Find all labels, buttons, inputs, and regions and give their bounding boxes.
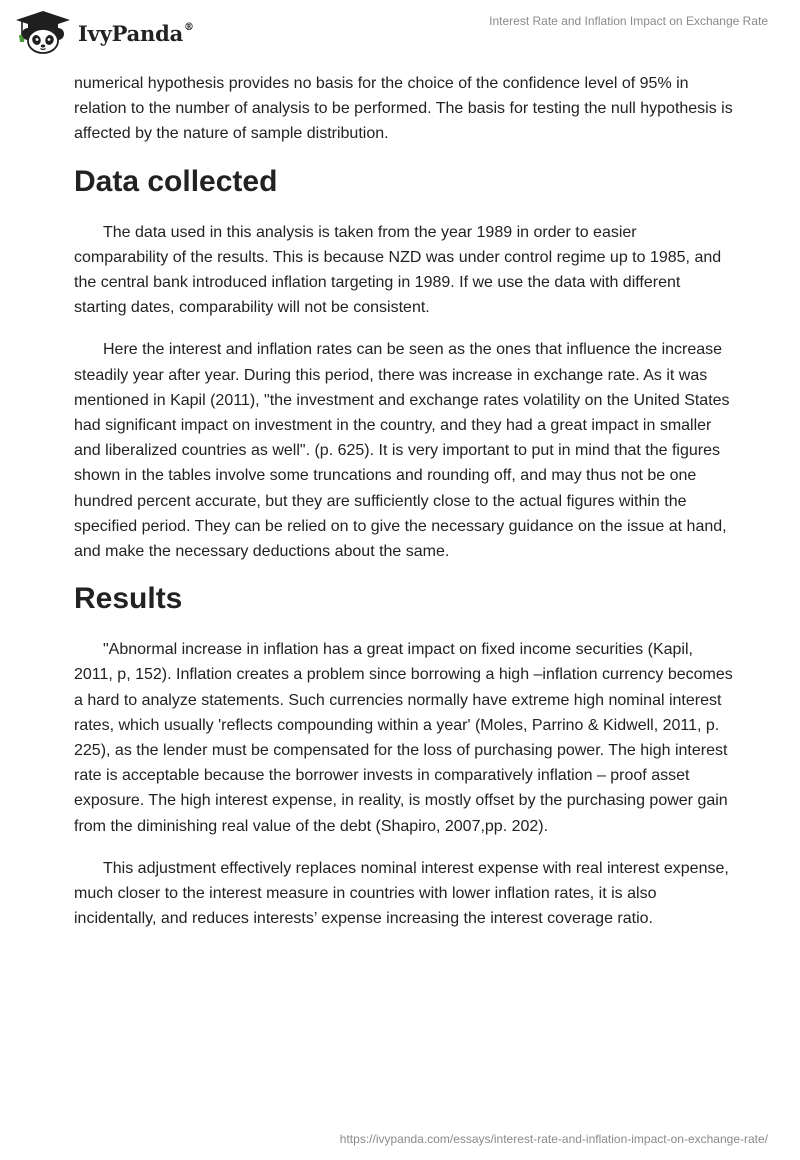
intro-paragraph: numerical hypothesis provides no basis for the choice of the confidence level of 95% in relation to the number of analysis to be performed. The basis for testing the null hypothesis is affected by the nature of sample distribution. <box>74 75 733 143</box>
trademark-symbol: ® <box>184 21 194 33</box>
paragraph: This adjustment effectively replaces nominal interest expense with real interest expense, much closer to the interest measure in countries with lower inflation rates, it is also incidentally, and reduces interests’ expense increasing the interest coverage ratio. <box>74 859 729 928</box>
section-heading-data-collected: Data collected <box>74 164 278 198</box>
brand-name: IvyPanda® <box>78 20 194 46</box>
panda-graduate-icon <box>12 9 74 55</box>
brand-logo[interactable] <box>12 7 194 57</box>
source-url[interactable]: https://ivypanda.com/essays/interest-rate-and-inflation-impact-on-exchange-rate/ <box>339 1132 768 1146</box>
essay-body <box>74 71 734 948</box>
paragraph: "Abnormal increase in inflation has a great impact on fixed income securities (Kapil, 2011, p, 152). Inflation creates a problem since borrowing a high –inflation currency becomes a hard to analyze statements. Such currencies normally have extreme high nominal interest rates, which usually 'reflects compounding within a year' (Moles, Parrino & Kidwell, 2011, p. 225), as the lender must be compensated for the loss of purchasing power. The high interest rate is acceptable because the borrower invests in comparatively inflation – proof asset exposure. The high interest expense, in reality, is mostly offset by the purchasing power gain from the diminishing real value of the debt (Shapiro, 2007,pp. 202). <box>74 641 733 835</box>
document-title: Interest Rate and Inflation Impact on Exchange Rate <box>489 14 768 28</box>
paragraph: Here the interest and inflation rates can be seen as the ones that influence the increase steadily year after year. During this period, there was increase in exchange rate. As it was mentioned in Kapil (2011), "the investment and exchange rates volatility on the United States had significant impact on investment in the country, and they had a great impact in smaller and liberalized countries as well". (p. 625). It is very important to put in mind that the figures shown in the tables involve some truncations and rounding off, and may thus not be one hundred percent accurate, but they are sufficiently close to the actual figures within the specified period. They can be relied on to give the necessary guidance on the issue at hand, and make the necessary deductions about the same. <box>74 341 730 561</box>
paragraph: The data used in this analysis is taken from the year 1989 in order to easier comparability of the results. This is because NZD was under control regime up to 1985, and the central bank introduced inflation targeting in 1989. If we use the data with different starting dates, comparability will not be consistent. <box>74 223 722 317</box>
page-header <box>0 0 800 64</box>
section-heading-results: Results <box>74 582 183 616</box>
